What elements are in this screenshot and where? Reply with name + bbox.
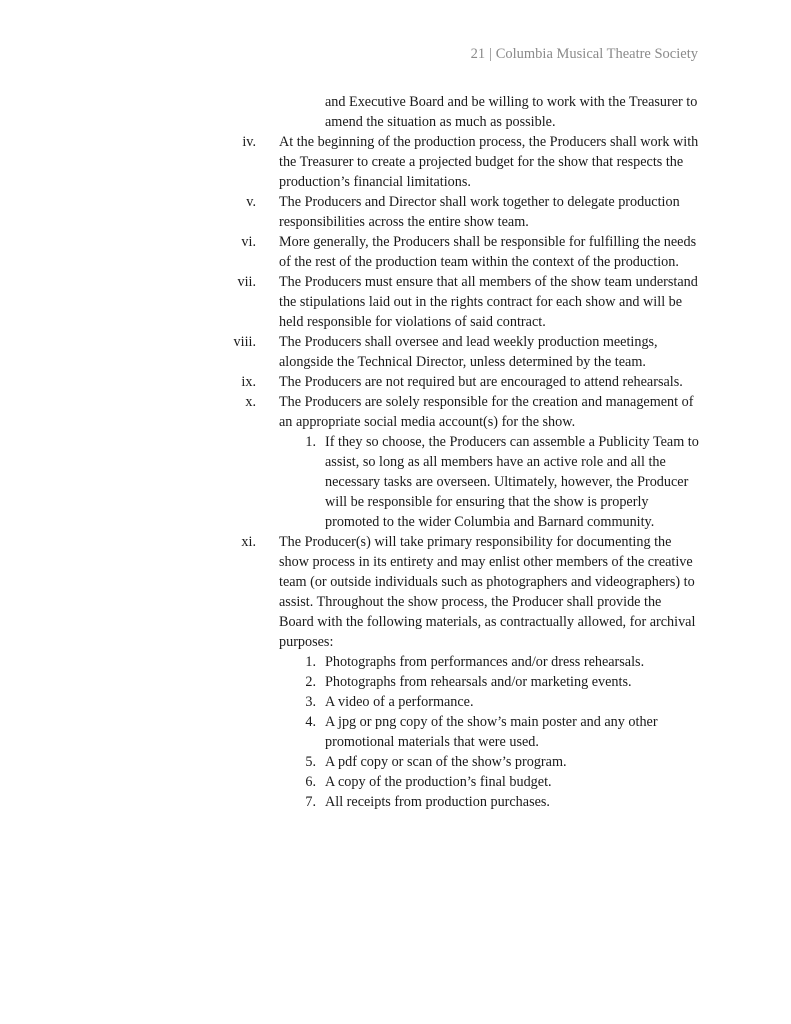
list-item-x	[0, 392, 699, 432]
list-item-text: The Producers must ensure that all members of the show team understand the stipulations laid out in the rights contract for each show and will be held responsible for violations of said contract.	[279, 274, 698, 330]
sub-list-item	[0, 752, 700, 772]
list-numeral: ix.	[241, 374, 256, 390]
list-numeral: xi.	[241, 534, 256, 550]
sub-list-numeral: 1.	[305, 434, 316, 450]
list-numeral: x.	[245, 394, 256, 410]
sub-list-item	[0, 652, 700, 672]
list-item-text: More generally, the Producers shall be responsible for fulfilling the needs of the rest of the production team within the context of the production.	[279, 234, 697, 270]
list-numeral: iv.	[242, 134, 256, 150]
list-item-iv	[0, 132, 699, 192]
list-item-vi	[0, 232, 699, 272]
sub-list-numeral: 1.	[305, 654, 316, 670]
list-item-text: The Producers are not required but are encouraged to attend rehearsals.	[279, 374, 683, 390]
list-numeral: vii.	[237, 274, 256, 290]
sub-list-item-text: A pdf copy or scan of the show’s program.	[325, 754, 567, 770]
sub-list-item	[0, 692, 700, 712]
sub-list-item	[0, 672, 700, 692]
sub-list-item	[0, 432, 700, 532]
sub-list-item-text: Photographs from rehearsals and/or marketing events.	[325, 674, 632, 690]
list-item-text: The Producers shall oversee and lead weekly production meetings, alongside the Technical Director, unless determined by the team.	[279, 334, 658, 370]
sub-list-numeral: 2.	[305, 674, 316, 690]
document-body	[0, 92, 791, 812]
list-item-text: The Producers and Director shall work together to delegate production responsibilities across the entire show team.	[279, 194, 680, 230]
sub-list-numeral: 6.	[305, 774, 316, 790]
list-numeral: viii.	[233, 334, 256, 350]
sub-list-item-text: If they so choose, the Producers can assemble a Publicity Team to assist, so long as all members have an active role and all the necessary tasks are overseen. Ultimately, however, the Producer will be responsible for ensuring that the show is properly promoted to the wider Columbia and Barnard community.	[325, 434, 699, 530]
list-item-text: At the beginning of the production process, the Producers shall work with the Treasurer to create a projected budget for the show that respects the production’s financial limitations.	[279, 134, 699, 190]
list-numeral: vi.	[241, 234, 256, 250]
sub-list-item-text: A copy of the production’s final budget.	[325, 774, 552, 790]
sub-list-item	[0, 772, 700, 792]
list-item-xi	[0, 532, 699, 652]
list-item-viii	[0, 332, 699, 372]
list-item-text: The Producer(s) will take primary responsibility for documenting the show process in its entirety and may enlist other members of the creative team (or outside individuals such as photographers and videographers) to assist. Throughout the show process, the Producer shall provide the Board with the following materials, as contractually allowed, for archival purposes:	[279, 534, 696, 650]
list-item-vii	[0, 272, 699, 332]
sub-list-item	[0, 792, 700, 812]
list-numeral: v.	[246, 194, 256, 210]
sub-list-numeral: 5.	[305, 754, 316, 770]
list-item-v	[0, 192, 699, 232]
sub-list-item	[0, 712, 700, 752]
sub-list-item-text: A video of a performance.	[325, 694, 474, 710]
page-header	[471, 46, 698, 63]
list-item-text: The Producers are solely responsible for the creation and management of an appropriate social media account(s) for the show.	[279, 394, 694, 430]
page-number: 21	[470, 46, 486, 62]
header-title: Columbia Musical Theatre Society	[495, 46, 698, 62]
sub-list-item-text: Photographs from performances and/or dress rehearsals.	[325, 654, 645, 670]
list-item-ix	[0, 372, 699, 392]
sub-list-item-text: All receipts from production purchases.	[325, 794, 550, 810]
header-separator: |	[489, 46, 493, 62]
sub-list-numeral: 3.	[305, 694, 316, 710]
sub-list-item-text: A jpg or png copy of the show’s main poster and any other promotional materials that were used.	[325, 714, 658, 750]
sub-list-numeral: 7.	[305, 794, 316, 810]
continuation-paragraph: and Executive Board and be willing to work with the Treasurer to amend the situation as much as possible.	[325, 94, 698, 130]
sub-list-numeral: 4.	[305, 714, 316, 730]
